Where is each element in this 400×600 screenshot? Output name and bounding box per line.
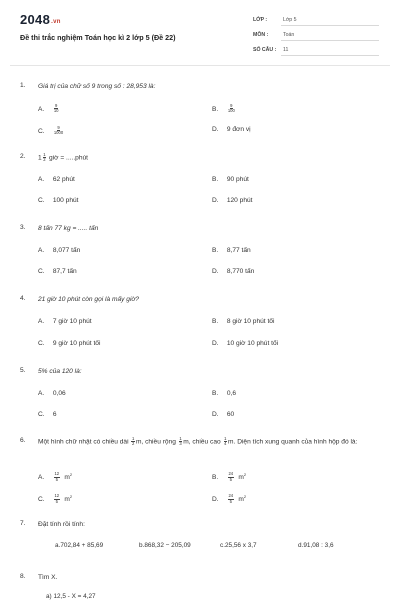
meta-label: LỚP : bbox=[253, 17, 268, 23]
meta-label: MÔN : bbox=[253, 32, 269, 38]
question-text bbox=[38, 153, 378, 164]
option-letter: D. bbox=[212, 268, 219, 275]
question-number: 2. bbox=[20, 153, 26, 160]
fraction: $\frac{1}{3}$ bbox=[179, 436, 182, 447]
question-number: 1. bbox=[20, 82, 26, 89]
option-text: 87,7 tấn bbox=[52, 268, 77, 275]
option-letter: C. bbox=[38, 411, 45, 418]
option-letter: D. bbox=[212, 126, 219, 133]
fraction: $\frac{9}{100}$ bbox=[227, 103, 235, 114]
question-text: Đặt tính rồi tính: bbox=[38, 521, 85, 528]
option-b[interactable] bbox=[212, 472, 246, 482]
question-number: 8. bbox=[20, 573, 26, 580]
option-letter: C. bbox=[38, 197, 45, 204]
option-letter: A. bbox=[38, 176, 45, 183]
option-text: 8 giờ 10 phút tối bbox=[226, 318, 275, 325]
question-text: Giá trị của chữ số 9 trong số : 28,953 là: bbox=[38, 83, 156, 90]
calc-item-b: b.868,32 − 205,09 bbox=[139, 542, 191, 549]
meta-value: 11 bbox=[283, 47, 289, 53]
option-c[interactable] bbox=[38, 494, 72, 504]
unit: $m^2$ bbox=[238, 494, 247, 503]
logo-extension: .vn bbox=[51, 19, 61, 25]
option-b[interactable] bbox=[212, 104, 236, 114]
option-a[interactable] bbox=[38, 472, 72, 482]
option-letter: D. bbox=[212, 496, 219, 503]
option-letter: B. bbox=[212, 318, 219, 325]
option-d[interactable] bbox=[212, 268, 254, 275]
unit: $m^2$ bbox=[64, 472, 73, 481]
option-text: 8,770 tấn bbox=[226, 268, 255, 275]
option-text: 9 đơn vị bbox=[226, 126, 251, 133]
question-text-part: Một hình chữ nhật có chiều dài bbox=[38, 438, 129, 446]
question-text-part: m. Diện tích xung quanh của hình hộp đó là: bbox=[228, 438, 358, 446]
option-text: 60 bbox=[226, 411, 235, 418]
fraction: $\frac{1}{2}$ bbox=[43, 152, 46, 163]
option-text: 90 phút bbox=[226, 176, 249, 183]
option-text: 8,077 tấn bbox=[52, 247, 81, 254]
fraction: $\frac{9}{10}$ bbox=[53, 103, 59, 114]
fraction: $\frac{1}{4}$ bbox=[224, 436, 227, 447]
option-letter: C. bbox=[38, 268, 45, 275]
meta-underline bbox=[281, 40, 379, 41]
question-text-after: giờ = .....phút bbox=[49, 154, 89, 162]
option-a[interactable] bbox=[38, 318, 92, 325]
option-a[interactable] bbox=[38, 176, 75, 183]
option-c[interactable] bbox=[38, 411, 57, 418]
option-text: 100 phút bbox=[52, 197, 79, 204]
option-d[interactable] bbox=[212, 340, 278, 347]
question-text: 21 giờ 10 phút còn gọi là mấy giờ? bbox=[38, 296, 140, 303]
option-text: 7 giờ 10 phút bbox=[52, 318, 92, 325]
option-c[interactable] bbox=[38, 340, 100, 347]
fraction: $\frac{1}{2}$ bbox=[132, 436, 135, 447]
unit: $m^2$ bbox=[238, 472, 247, 481]
option-letter: C. bbox=[38, 127, 45, 135]
option-letter: C. bbox=[38, 496, 45, 503]
calc-item-a: a.702,84 + 85,69 bbox=[55, 542, 104, 549]
fraction: $\frac{12}{5}$ bbox=[54, 471, 60, 482]
meta-underline bbox=[281, 55, 379, 56]
option-text: 120 phút bbox=[226, 197, 253, 204]
option-a[interactable] bbox=[38, 247, 80, 254]
logo-number: 2048 bbox=[20, 12, 51, 27]
option-letter: A. bbox=[38, 105, 45, 113]
option-b[interactable] bbox=[212, 390, 236, 397]
question-text: 8 tấn 77 kg = ..... tấn bbox=[38, 225, 99, 232]
option-letter: B. bbox=[212, 176, 219, 183]
option-letter: A. bbox=[38, 318, 45, 325]
option-a[interactable] bbox=[38, 390, 66, 397]
option-letter: A. bbox=[38, 474, 45, 481]
option-c[interactable] bbox=[38, 268, 77, 275]
fraction: $\frac{12}{5}$ bbox=[54, 493, 60, 504]
fraction: $\frac{24}{5}$ bbox=[228, 493, 234, 504]
question-text-part: m, chiều cao bbox=[183, 438, 221, 446]
unit: $m^2$ bbox=[64, 494, 73, 503]
option-text: 9 giờ 10 phút tối bbox=[52, 340, 101, 347]
question-text bbox=[38, 437, 378, 448]
header-divider bbox=[10, 65, 390, 66]
meta-value: Toán bbox=[283, 32, 295, 38]
option-c[interactable] bbox=[38, 126, 64, 136]
header bbox=[0, 0, 400, 66]
option-d[interactable] bbox=[212, 197, 253, 204]
find-x-item-a: a) 12,5 - X = 4,27 bbox=[46, 593, 96, 600]
question-text-part: m, chiều rộng bbox=[135, 438, 176, 446]
fraction: $\frac{24}{5}$ bbox=[228, 471, 234, 482]
option-text: 0,06 bbox=[52, 390, 66, 397]
option-letter: B. bbox=[212, 474, 219, 481]
question-text: 5% của 120 là: bbox=[38, 368, 82, 375]
option-text: 6 bbox=[52, 411, 57, 418]
meta-label: SỐ CÂU : bbox=[253, 47, 277, 53]
meta-value: Lớp 5 bbox=[283, 17, 297, 23]
option-letter: D. bbox=[212, 411, 219, 418]
mixed-whole: 1 bbox=[38, 154, 42, 162]
question-number: 5. bbox=[20, 367, 26, 374]
option-text: 62 phút bbox=[52, 176, 75, 183]
question-number: 4. bbox=[20, 295, 26, 302]
question-number: 7. bbox=[20, 520, 26, 527]
option-a[interactable] bbox=[38, 104, 60, 114]
document-title: Đề thi trắc nghiệm Toán học kì 2 lớp 5 (Đề 22) bbox=[20, 33, 176, 42]
option-text: 0,6 bbox=[226, 390, 237, 397]
option-b[interactable] bbox=[212, 247, 251, 254]
option-b[interactable] bbox=[212, 176, 249, 183]
option-letter: D. bbox=[212, 197, 219, 204]
option-text: 8,77 tấn bbox=[226, 247, 251, 254]
option-letter: D. bbox=[212, 340, 219, 347]
question-text: Tìm X. bbox=[38, 574, 58, 581]
option-text: 10 giờ 10 phút tối bbox=[226, 340, 279, 347]
option-letter: A. bbox=[38, 247, 45, 254]
option-d[interactable] bbox=[212, 494, 246, 504]
option-d[interactable] bbox=[212, 411, 234, 418]
meta-underline bbox=[281, 25, 379, 26]
option-letter: B. bbox=[212, 390, 219, 397]
option-b[interactable] bbox=[212, 318, 274, 325]
option-d[interactable] bbox=[212, 126, 251, 133]
question-number: 3. bbox=[20, 224, 26, 231]
option-letter: B. bbox=[212, 247, 219, 254]
option-letter: B. bbox=[212, 105, 219, 113]
option-letter: C. bbox=[38, 340, 45, 347]
option-c[interactable] bbox=[38, 197, 79, 204]
logo[interactable] bbox=[20, 12, 61, 27]
calc-item-d: d.91,08 : 3,6 bbox=[298, 542, 334, 549]
fraction: $\frac{9}{1000}$ bbox=[53, 125, 64, 136]
question-number: 6. bbox=[20, 437, 26, 444]
calc-item-c: c.25,56 x 3,7 bbox=[220, 542, 257, 549]
option-letter: A. bbox=[38, 390, 45, 397]
